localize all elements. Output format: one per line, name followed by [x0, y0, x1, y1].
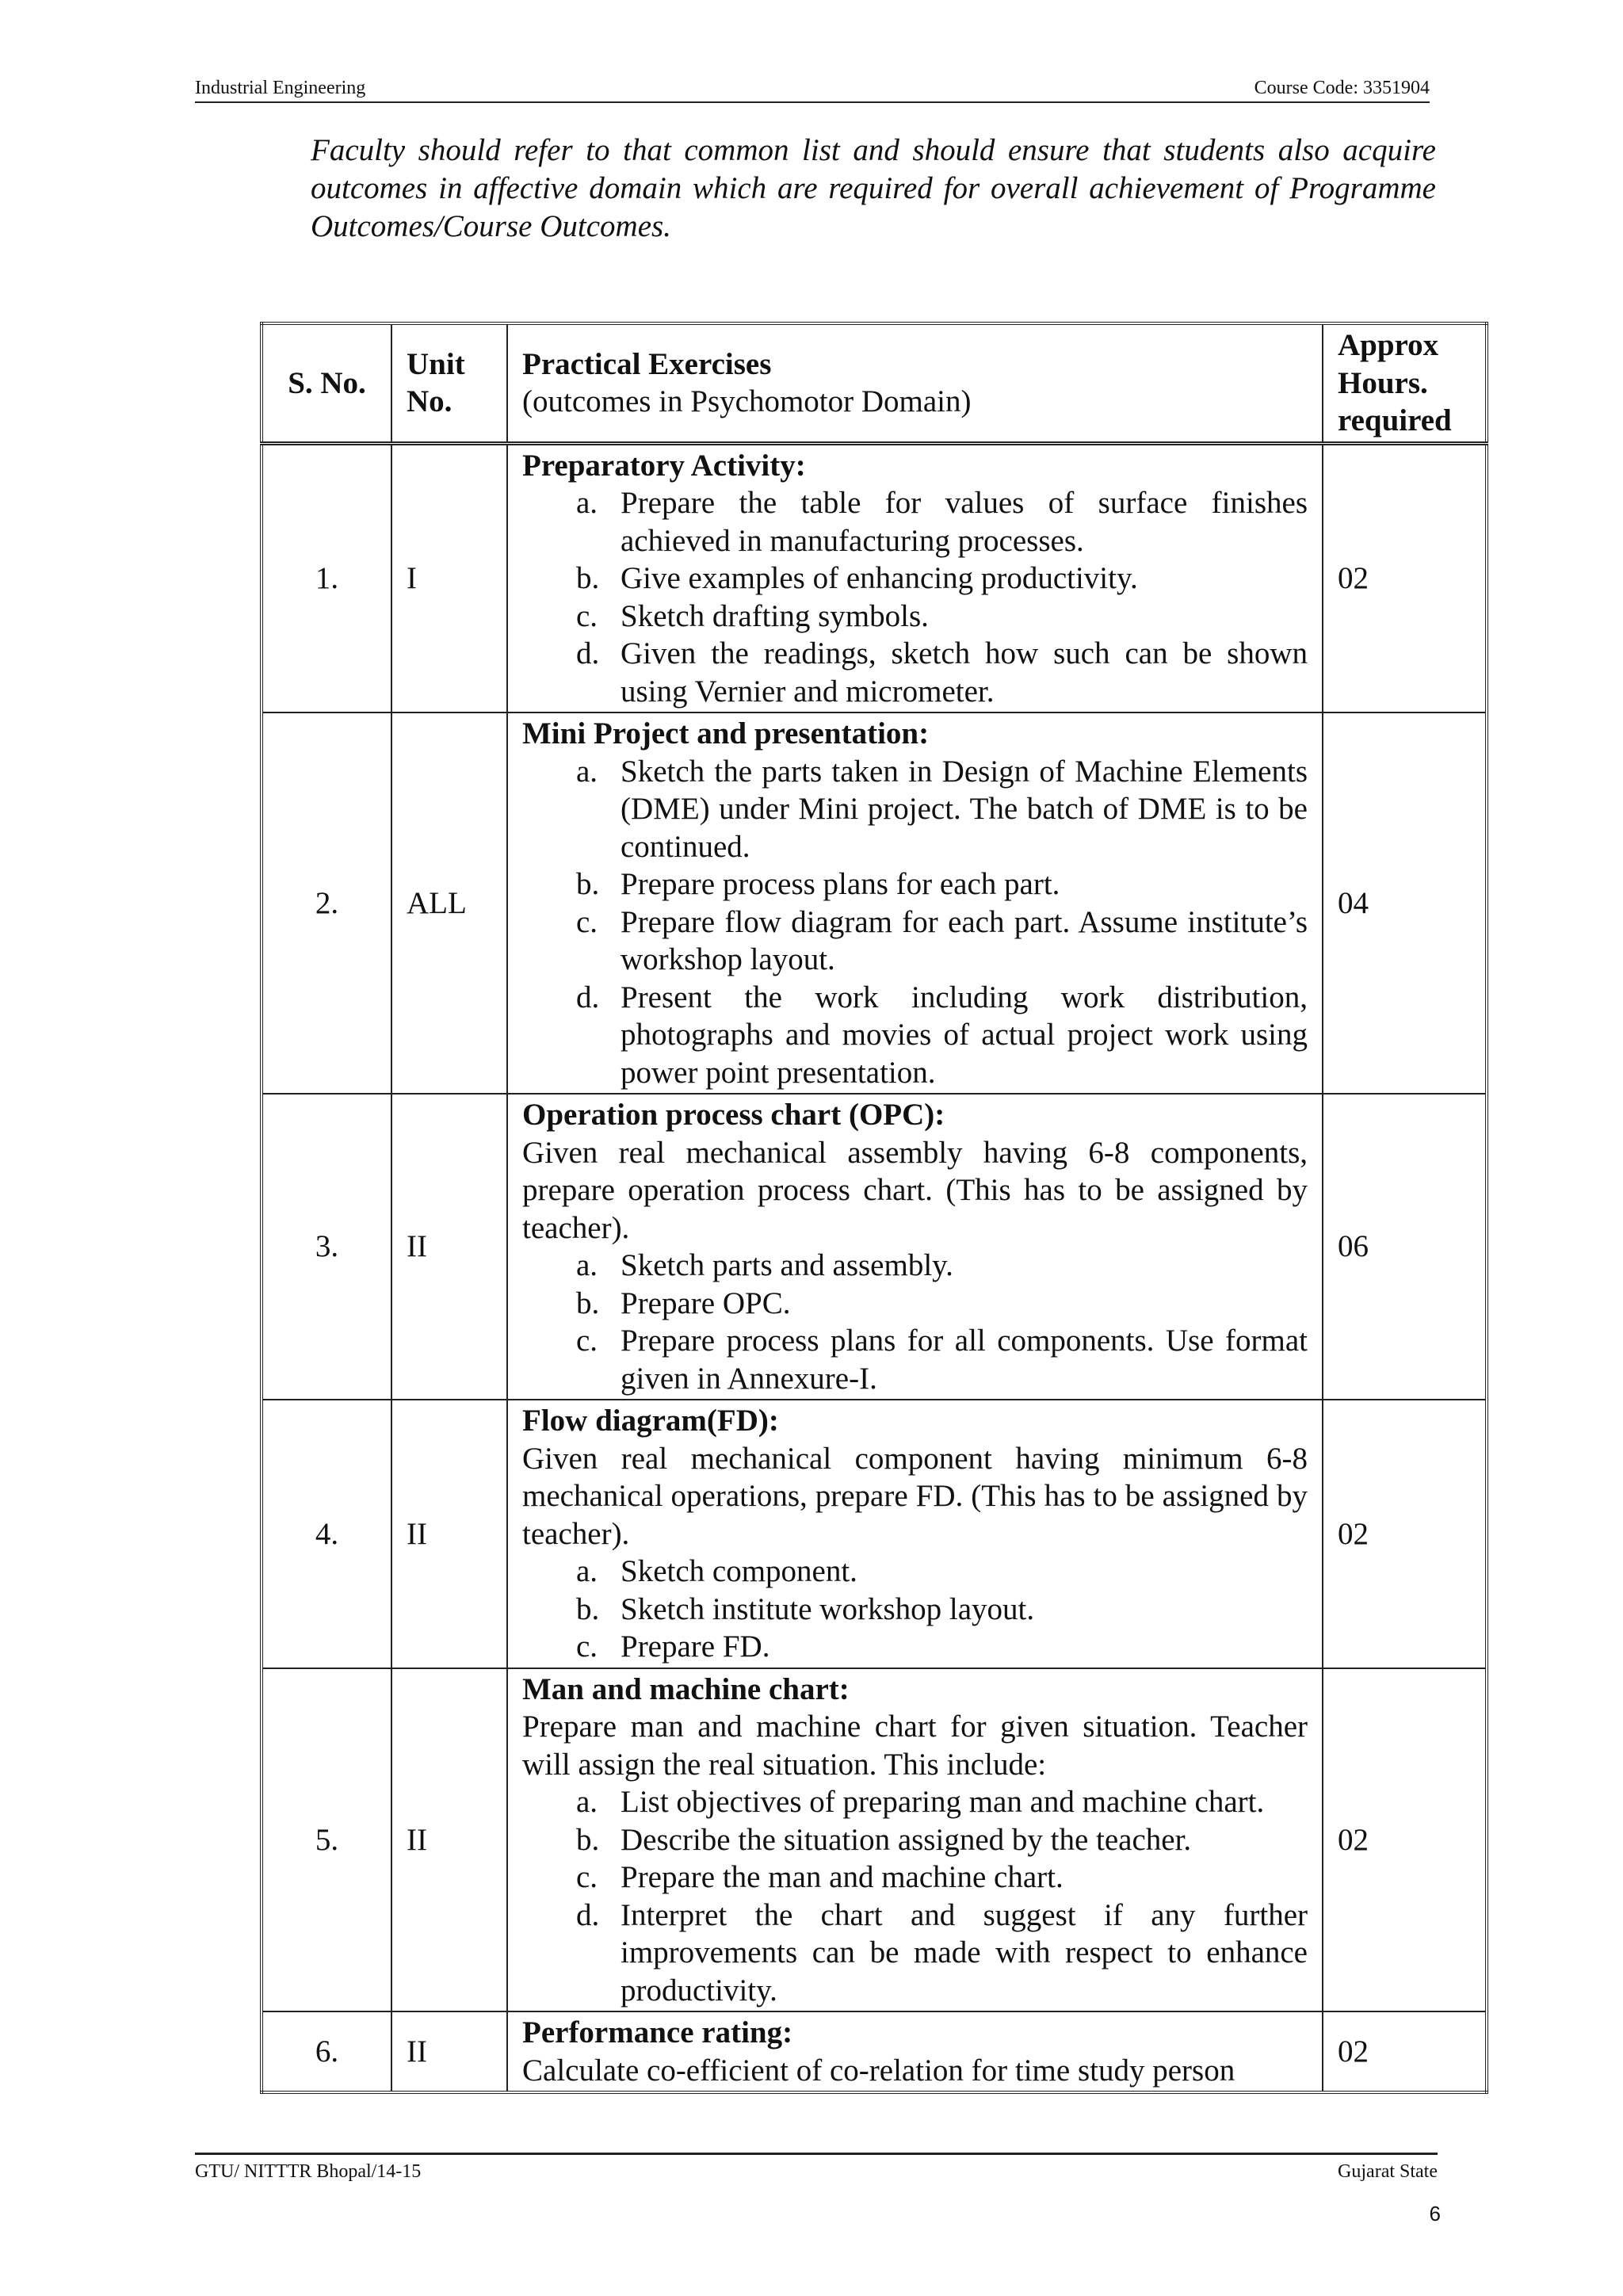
- cell-hours: 02: [1323, 1668, 1487, 2012]
- list-item-marker: c.: [576, 598, 598, 633]
- table-row: [262, 1400, 1487, 1668]
- list-item: [576, 1821, 1308, 1859]
- list-item-text: Sketch parts and assembly.: [621, 1248, 953, 1282]
- cell-hours: 04: [1323, 712, 1487, 1094]
- list-item: [576, 904, 1308, 979]
- practical-exercises-table: [260, 322, 1488, 2094]
- page-number: 6: [1429, 2202, 1441, 2225]
- list-item-marker: c.: [576, 1860, 598, 1894]
- list-item-marker: c.: [576, 1629, 598, 1664]
- cell-sno: 1.: [262, 443, 391, 712]
- table-row: [262, 2011, 1487, 2092]
- list-item: [576, 1322, 1308, 1397]
- list-item-marker: d.: [576, 980, 600, 1014]
- intro-paragraph: Faculty should refer to that common list and should ensure that students also acquire outcomes in affective domain which are required for overall achievement of Programme Outcomes/Course Outcomes.: [311, 133, 1436, 243]
- list-item: [576, 484, 1308, 560]
- list-item-marker: c.: [576, 1324, 598, 1358]
- col-header-sno: S. No.: [262, 323, 391, 443]
- list-item-text: Sketch institute workshop layout.: [621, 1591, 1035, 1626]
- table-row: [262, 712, 1487, 1094]
- footer-institution: GTU/ NITTTR Bhopal/14-15: [195, 2161, 422, 2182]
- table-row: [262, 1668, 1487, 2012]
- cell-sno: 2.: [262, 712, 391, 1094]
- col-header-practical: [507, 323, 1323, 443]
- footer-state: Gujarat State: [1338, 2161, 1438, 2182]
- cell-unit: II: [391, 1400, 507, 1668]
- exercise-description: Given real mechanical assembly having 6-8 components, prepare operation process chart. (This has to be assigned by teacher).: [522, 1135, 1308, 1245]
- exercise-steps: [522, 1553, 1308, 1666]
- list-item-text: Sketch component.: [621, 1554, 857, 1588]
- exercise-description: Calculate co-efficient of co-relation for time study person: [522, 2053, 1235, 2088]
- exercise-title: Preparatory Activity:: [522, 448, 806, 483]
- cell-practical: [507, 1668, 1323, 2012]
- col-header-unit: Unit No.: [391, 323, 507, 443]
- exercise-title: Operation process chart (OPC):: [522, 1098, 945, 1132]
- cell-sno: 3.: [262, 1094, 391, 1400]
- col-header-practical-sub: (outcomes in Psychomotor Domain): [522, 384, 972, 419]
- exercise-description: Given real mechanical component having minimum 6-8 mechanical operations, prepare FD. (This has to be assigned by teacher).: [522, 1441, 1308, 1551]
- list-item-text: Prepare the man and machine chart.: [621, 1860, 1064, 1894]
- list-item-marker: b.: [576, 1822, 600, 1857]
- list-item: [576, 560, 1308, 598]
- list-item-marker: b.: [576, 561, 600, 595]
- list-item-marker: a.: [576, 754, 598, 789]
- exercise-title: Performance rating:: [522, 2015, 793, 2050]
- cell-practical: [507, 1094, 1323, 1400]
- exercise-title: Flow diagram(FD):: [522, 1404, 779, 1438]
- list-item: [576, 635, 1308, 710]
- list-item-marker: b.: [576, 1591, 600, 1626]
- table-header-row: [262, 323, 1487, 443]
- list-item-marker: b.: [576, 867, 600, 901]
- list-item: [576, 753, 1308, 866]
- cell-unit: II: [391, 1668, 507, 2012]
- list-item-text: Give examples of enhancing productivity.: [621, 561, 1138, 595]
- list-item-text: Prepare flow diagram for each part. Assume institute’s workshop layout.: [621, 904, 1308, 976]
- cell-practical: [507, 2011, 1323, 2092]
- exercise-title: Mini Project and presentation:: [522, 716, 930, 751]
- list-item: [576, 1591, 1308, 1629]
- table-row: [262, 1094, 1487, 1400]
- exercise-steps: [522, 753, 1308, 1092]
- list-item-text: Sketch the parts taken in Design of Machine Elements (DME) under Mini project. The batch of DME is to be continued.: [621, 754, 1308, 864]
- list-item-text: Prepare FD.: [621, 1629, 770, 1664]
- list-item-marker: b.: [576, 1286, 600, 1320]
- list-item-marker: a.: [576, 1554, 598, 1588]
- list-item: [576, 1285, 1308, 1323]
- list-item: [576, 598, 1308, 636]
- cell-hours: 02: [1323, 2011, 1487, 2092]
- list-item-text: Present the work including work distribution, photographs and movies of actual project work using power point presentation.: [621, 980, 1308, 1090]
- page-header: [195, 78, 1430, 103]
- table-body: [262, 443, 1487, 2092]
- cell-practical: [507, 1400, 1323, 1668]
- list-item-marker: c.: [576, 904, 598, 939]
- cell-practical: [507, 712, 1323, 1094]
- table-row: [262, 443, 1487, 712]
- exercise-steps: [522, 1247, 1308, 1397]
- list-item: [576, 1247, 1308, 1285]
- list-item-marker: a.: [576, 1785, 598, 1819]
- cell-practical: [507, 443, 1323, 712]
- list-item-text: Prepare OPC.: [621, 1286, 791, 1320]
- list-item-text: List objectives of preparing man and machine chart.: [621, 1785, 1265, 1819]
- cell-sno: 6.: [262, 2011, 391, 2092]
- header-course-code: Course Code: 3351904: [1254, 78, 1430, 98]
- exercise-title: Man and machine chart:: [522, 1671, 850, 1706]
- exercise-steps: [522, 1783, 1308, 2009]
- cell-hours: 06: [1323, 1094, 1487, 1400]
- list-item-marker: d.: [576, 1897, 600, 1932]
- exercise-description: Prepare man and machine chart for given situation. Teacher will assign the real situation. This include:: [522, 1710, 1308, 1782]
- list-item-text: Prepare process plans for all components. Use format given in Annexure-I.: [621, 1324, 1308, 1396]
- cell-unit: II: [391, 2011, 507, 2092]
- col-header-hours: Approx Hours. required: [1323, 323, 1487, 443]
- cell-sno: 5.: [262, 1668, 391, 2012]
- list-item-text: Describe the situation assigned by the teacher.: [621, 1822, 1192, 1857]
- col-header-practical-title: Practical Exercises: [522, 346, 772, 381]
- list-item-text: Given the readings, sketch how such can be shown using Vernier and micrometer.: [621, 636, 1308, 709]
- cell-hours: 02: [1323, 1400, 1487, 1668]
- list-item-text: Interpret the chart and suggest if any further improvements can be made with respect to enhance productivity.: [621, 1897, 1308, 2008]
- cell-unit: ALL: [391, 712, 507, 1094]
- list-item-marker: d.: [576, 636, 600, 670]
- list-item: [576, 1859, 1308, 1897]
- page-footer: [195, 2153, 1438, 2182]
- list-item-text: Sketch drafting symbols.: [621, 598, 929, 633]
- header-subject: Industrial Engineering: [195, 78, 366, 98]
- cell-unit: I: [391, 443, 507, 712]
- list-item-text: Prepare process plans for each part.: [621, 867, 1060, 901]
- list-item: [576, 1897, 1308, 2010]
- list-item-text: Prepare the table for values of surface finishes achieved in manufacturing processes.: [621, 486, 1308, 558]
- list-item: [576, 979, 1308, 1092]
- cell-hours: 02: [1323, 443, 1487, 712]
- list-item: [576, 1553, 1308, 1591]
- list-item: [576, 865, 1308, 904]
- cell-unit: II: [391, 1094, 507, 1400]
- list-item: [576, 1628, 1308, 1666]
- list-item-marker: a.: [576, 1248, 598, 1282]
- cell-sno: 4.: [262, 1400, 391, 1668]
- exercise-steps: [522, 484, 1308, 710]
- list-item: [576, 1783, 1308, 1821]
- list-item-marker: a.: [576, 486, 598, 520]
